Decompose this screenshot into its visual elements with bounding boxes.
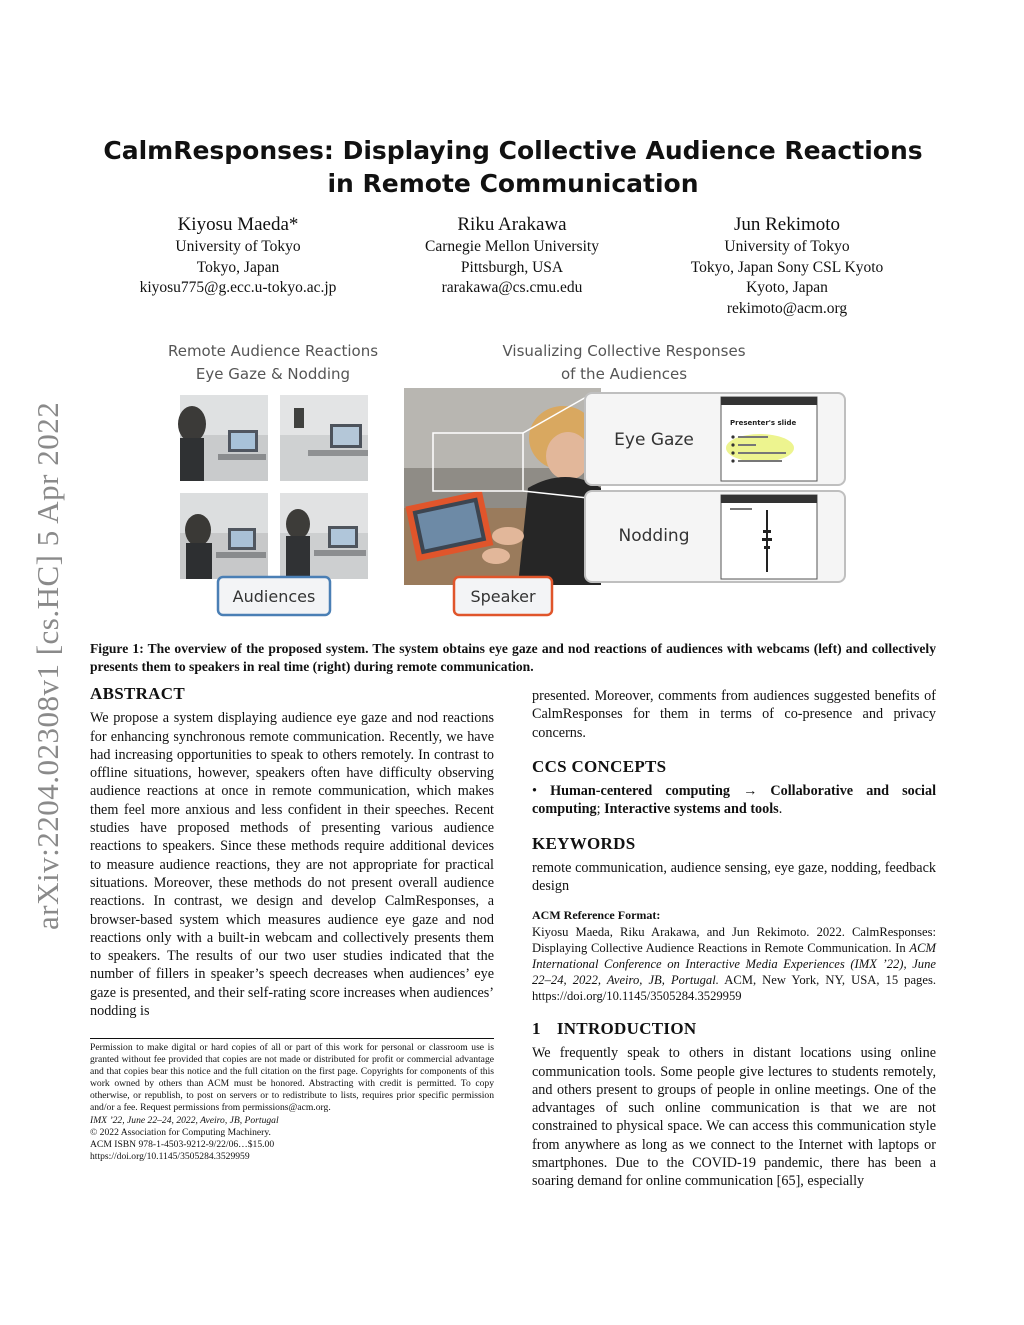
acm-reference xyxy=(532,906,936,1004)
ccs-concept: Collaborative and social computing xyxy=(532,783,937,818)
isbn-line: ACM ISBN 978-1-4503-9212-9/22/06…$15.00 xyxy=(90,1138,275,1150)
author-block xyxy=(88,212,388,299)
abstract-continued: presented. Moreover, comments from audiences suggested benefits of CalmResponses for them in terms of co-presence and privacy concerns. xyxy=(532,688,936,741)
permission-notice: Permission to make digital or hard copies of all or part of this work for personal or classroom use is granted without fee provided that copies are not made or distributed for profit or commercial advantage and that copies bear this notice and the full citation on the first page. Copyrights for components of this work owned by others than ACM must be honored. Abstracting with credit is permitted. To copy otherwise, or republish, to post on servers or to redistribute to lists, requires prior specific permission and/or a fee. Request permissions from permissions@acm.org. xyxy=(90,1042,494,1114)
arxiv-stamp xyxy=(22,360,66,930)
audience-photo xyxy=(280,493,368,579)
eye-gaze-text: Eye Gaze xyxy=(614,430,694,450)
nodding-panel xyxy=(585,491,845,582)
ccs-concept: Interactive systems and tools xyxy=(604,801,779,818)
ccs-end: . xyxy=(778,801,783,818)
audience-photo xyxy=(178,395,268,481)
right-column xyxy=(532,687,936,1191)
nodding-text: Nodding xyxy=(618,526,690,546)
acm-reference-heading: ACM Reference Format: xyxy=(532,907,661,922)
author-location: Tokyo, Japan Sony CSL Kyoto xyxy=(690,258,884,276)
arxiv-id: arXiv:2204.02308v1 [cs.HC] 5 Apr 2022 xyxy=(30,401,65,930)
abstract-heading: ABSTRACT xyxy=(90,684,185,703)
author-affiliation: University of Tokyo xyxy=(724,238,850,255)
abstract-text: We propose a system displaying audience eye gaze and nod reactions for enhancing synchronous remote communication. Recently, we have had increasing opportunities to speak to others remotely. In contrast to offline situations, however, speakers often have difficulty observing audience reactions at once in remote communication, which makes them feel more anxious and less confident in their speeches. Recent studies have proposed methods of presenting various audience reactions to speakers. Since these methods require additional devices to measure audience reactions, they are not appropriate for practical situations. Moreover, these methods do not present overall audience reactions. In contrast, we design and develop CalmResponses, a browser-based system which measures audience eye gaze and nod reactions only with a built-in webcam and collectively presents them to speakers. The results of our two user studies indicated that the number of fillers in speaker’s speech decreases when audiences’ eye gaze is presented, and their self-rating score increases when audiences’ nodding is xyxy=(90,710,494,1020)
ccs-text xyxy=(532,782,936,819)
acm-reference-text xyxy=(532,924,936,1004)
fig-right-heading: Visualizing Collective Responses xyxy=(502,342,746,360)
slide-title: Presenter's slide xyxy=(730,419,797,427)
left-column xyxy=(90,685,494,1020)
keywords-text: remote communication, audience sensing, eye gaze, nodding, feedback design xyxy=(532,860,936,895)
acm-reference-authors: Kiyosu Maeda, Riku Arakawa, and Jun Rekimoto. 2022. CalmResponses: Displaying Collective Audience Reactions in Remote Communication. In xyxy=(532,924,936,955)
figure-caption: Figure 1: The overview of the proposed system. The system obtains eye gaze and nod reactions of audiences with webcams (left) and collectively presents them to speakers in real time (right) during remote communication. xyxy=(90,641,936,674)
fig-left-subheading: Eye Gaze & Nodding xyxy=(195,365,351,383)
doi-link[interactable]: https://doi.org/10.1145/3505284.3529959 xyxy=(90,1150,250,1162)
speaker-label xyxy=(454,577,552,615)
section-number: 1 xyxy=(532,1018,541,1038)
author-affiliation: Carnegie Mellon University xyxy=(425,238,599,255)
author-name: Jun Rekimoto xyxy=(733,214,841,235)
figure-1 xyxy=(88,338,938,620)
audience-photo xyxy=(280,395,368,481)
keywords-heading: KEYWORDS xyxy=(532,833,636,853)
ccs-arrow: → xyxy=(743,783,758,800)
copyright-line: © 2022 Association for Computing Machinery. xyxy=(90,1126,271,1138)
author-email[interactable]: rarakawa@cs.cmu.edu xyxy=(441,279,583,296)
audience-photo xyxy=(180,493,268,579)
acm-reference-venue: ACM International Conference on Interactive Media Experiences (IMX ’22), June 22–24, 2022, Aveiro, JB, Portugal. xyxy=(532,940,937,987)
introduction-heading xyxy=(532,1020,936,1038)
audience-photos xyxy=(178,395,368,579)
author-block xyxy=(637,212,937,319)
speaker-text: Speaker xyxy=(470,587,536,606)
acm-reference-publisher: ACM, New York, NY, USA, 15 pages. xyxy=(724,972,936,987)
ccs-heading: CCS CONCEPTS xyxy=(532,756,667,776)
fig-left-heading: Remote Audience Reactions xyxy=(167,342,379,360)
introduction-text: We frequently speak to others in distant locations using online communication tools. Some people give lectures to students remotely, and others present to groups of people in online meetings. One of the advantages of such online communication is that we are not constrained to physical space. We can access this communication style from anywhere as long as we connect to the Internet with laptops or smartphones. Due to the COVID-19 pandemic, there has been a soaring demand for online communication [65], especially xyxy=(532,1045,936,1190)
author-name: Kiyosu Maeda* xyxy=(177,214,299,235)
venue-line: IMX ’22, June 22–24, 2022, Aveiro, JB, Portugal xyxy=(90,1114,279,1126)
author-email[interactable]: kiyosu775@g.ecc.u-tokyo.ac.jp xyxy=(139,279,337,296)
author-affiliation: University of Tokyo xyxy=(175,238,301,255)
author-location: Pittsburgh, USA xyxy=(460,258,564,276)
footnote xyxy=(90,1038,494,1163)
audiences-text: Audiences xyxy=(232,587,316,606)
ccs-separator: ; xyxy=(596,801,601,818)
section-title: INTRODUCTION xyxy=(556,1018,697,1038)
eye-gaze-panel xyxy=(585,393,845,485)
fig-right-subheading: of the Audiences xyxy=(560,365,688,383)
speaker-photo xyxy=(404,388,601,585)
ccs-bullet: • xyxy=(532,783,537,800)
author-block xyxy=(362,212,662,299)
acm-reference-doi[interactable]: https://doi.org/10.1145/3505284.3529959 xyxy=(532,988,742,1003)
paper-title: CalmResponses: Displaying Collective Audience Reactions in Remote Communication xyxy=(103,136,923,198)
audiences-label xyxy=(218,577,330,615)
author-email[interactable]: rekimoto@acm.org xyxy=(726,299,848,317)
author-location: Kyoto, Japan xyxy=(746,279,828,296)
author-name: Riku Arakawa xyxy=(457,214,567,235)
ccs-concept: Human-centered computing xyxy=(550,783,730,800)
author-location: Tokyo, Japan xyxy=(196,258,280,276)
